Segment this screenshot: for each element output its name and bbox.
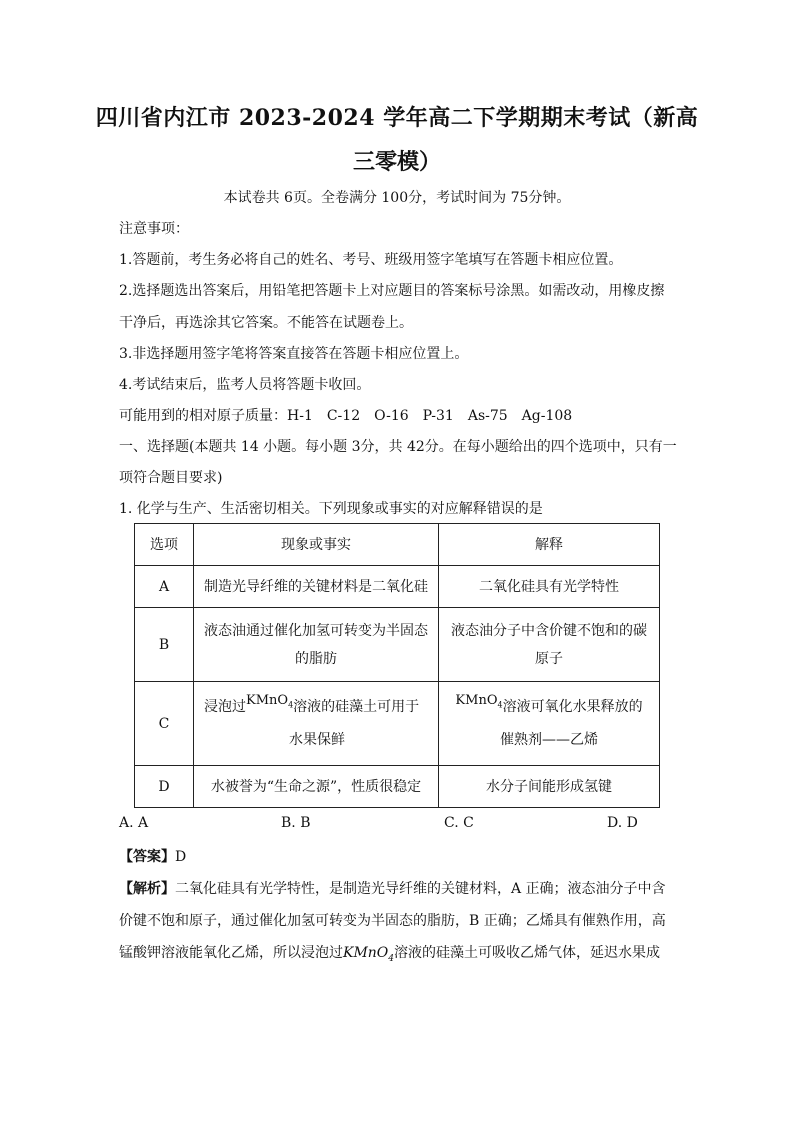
choice-c: C. C [444, 815, 474, 831]
header-fact: 现象或事实 [194, 524, 439, 566]
explanation-line: 催熟剂——乙烯 [500, 732, 598, 749]
exam-title-line1: 四川省内江市 2023-2024 学年高二下学期期末考试（新高 [95, 105, 699, 131]
kmno4-formula: KMnO$_4$ [246, 692, 294, 710]
fact-text-post: 溶液的硅藻土可用于 [293, 698, 420, 715]
option-cell: B [135, 608, 194, 682]
fact-cell [194, 608, 439, 682]
exam-title-line2: 三零模） [352, 149, 441, 175]
analysis-line [119, 878, 666, 898]
option-cell: C [135, 682, 194, 766]
explanation-cell: 二氧化硅具有光学特性 [439, 566, 660, 608]
choice-d: D. D [607, 815, 638, 831]
option-cell: A [135, 566, 194, 608]
fact-cell [194, 682, 439, 766]
choice-b: B. B [281, 815, 311, 831]
explanation-cell [439, 608, 660, 682]
analysis-text: 锰酸钾溶液能氧化乙烯，所以浸泡过 [119, 945, 343, 961]
answer-line [119, 846, 186, 866]
table-row [135, 608, 660, 682]
explanation-text-post: 溶液可氧化水果释放的 [502, 698, 643, 715]
fact-cell: 制造光导纤维的关键材料是二氧化硅 [194, 566, 439, 608]
table-header-row [135, 524, 660, 566]
section-heading-cont: 项符合题目要求) [119, 470, 223, 486]
analysis-text: 溶液的硅藻土可吸收乙烯气体，延迟水果成 [394, 945, 661, 961]
kmno4-formula: KMnO$_4$ [455, 692, 503, 710]
answer-value: D [175, 849, 187, 865]
kmno4-formula: KMnO$_4$ [343, 945, 395, 964]
fact-line: 的脂肪 [295, 650, 337, 667]
header-option: 选项 [135, 524, 194, 566]
exam-info: 本试卷共 6页。全卷满分 100分，考试时间为 75分钟。 [223, 190, 571, 206]
question-stem: 1. 化学与生产、生活密切相关。下列现象或事实的对应解释错误的是 [119, 501, 543, 517]
table-row [135, 682, 660, 766]
note-item: 3.非选择题用签字笔将答案直接答在答题卡相应位置上。 [119, 346, 469, 362]
header-explanation: 解释 [439, 524, 660, 566]
explanation-line: 原子 [535, 650, 563, 667]
analysis-text: 二氧化硅具有光学特性，是制造光导纤维的关键材料，A 正确；液态油分子中含 [175, 881, 666, 897]
notes-heading: 注意事项： [119, 221, 189, 237]
analysis-label: 【解析】 [119, 881, 175, 897]
atomic-masses: 可能用到的相对原子质量：H-1 C-12 O-16 P-31 As-75 Ag-108 [119, 408, 573, 424]
table-row [135, 566, 660, 608]
choice-a: A. A [119, 815, 149, 831]
fact-text-pre: 浸泡过 [204, 698, 246, 715]
option-cell: D [135, 766, 194, 808]
fact-line: 水果保鲜 [289, 732, 345, 749]
fact-cell: 水被誉为“生命之源”，性质很稳定 [194, 766, 439, 808]
note-item: 2.选择题选出答案后，用铅笔把答题卡上对应题目的答案标号涂黑。如需改动，用橡皮擦 [119, 283, 665, 299]
section-heading: 一、选择题(本题共 14 小题。每小题 3分，共 42分。在每小题给出的四个选项中，只有一 [119, 439, 677, 455]
table-row [135, 766, 660, 808]
note-item: 1.答题前，考生务必将自己的姓名、考号、班级用签字笔填写在答题卡相应位置。 [119, 252, 623, 268]
analysis-line [119, 942, 660, 964]
note-item: 4.考试结束后，监考人员将答题卡收回。 [119, 377, 371, 393]
answer-label: 【答案】 [119, 849, 175, 865]
analysis-line: 价键不饱和原子，通过催化加氢可转变为半固态的脂肪，B 正确；乙烯具有催熟作用，高 [119, 913, 666, 929]
note-item: 干净后，再选涂其它答案。不能答在试题卷上。 [119, 315, 413, 331]
explanation-cell [439, 682, 660, 766]
explanation-line: 液态油分子中含价键不饱和的碳 [451, 622, 647, 639]
question-table [134, 523, 660, 808]
explanation-cell: 水分子间能形成氢键 [439, 766, 660, 808]
fact-line: 液态油通过催化加氢可转变为半固态 [204, 622, 428, 639]
